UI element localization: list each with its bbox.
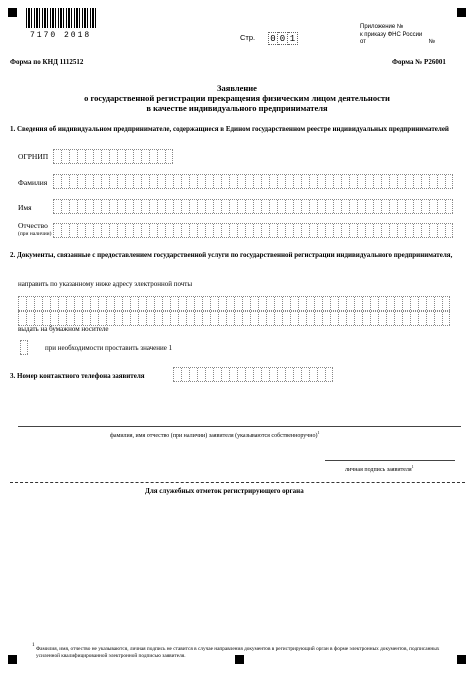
paper-option-label: выдать на бумажном носителе (18, 325, 109, 333)
appendix-number-label: № (428, 39, 435, 45)
applicant-name-line[interactable] (18, 426, 461, 427)
signature-line[interactable] (325, 460, 455, 461)
patronymic-label: Отчество (18, 221, 48, 230)
checkbox-hint: при необходимости проставить значение 1 (45, 344, 173, 352)
appendix-note (360, 24, 435, 47)
corner-marker-top-right (457, 8, 466, 17)
title-line: в качестве индивидуального предпринимателя (146, 103, 328, 113)
footnote-marker: 1 (32, 642, 35, 648)
corner-marker-bottom-right (457, 655, 466, 664)
section1-heading: 1. Сведения об индивидуальном предпринимателе, содержащиеся в Едином государственном реестре индивидуальных предпринимателей (10, 125, 449, 133)
section2-heading: 2. Документы, связанные с предоставлением государственной услуги по государственной регистрации индивидуального предпринимателя, (10, 251, 453, 259)
page-digit: 0 (278, 32, 288, 45)
surname-field[interactable] (53, 174, 453, 189)
patronymic-note: (при наличии) (18, 231, 52, 237)
page-digit: 1 (288, 32, 298, 45)
barcode-image (26, 8, 96, 28)
title-line: Заявление (217, 83, 257, 93)
footnote-ref: 1 (317, 430, 320, 435)
appendix-line: Приложение № (360, 24, 404, 30)
email-field-continued[interactable] (18, 311, 450, 326)
caption-text: личная подпись заявителя (345, 467, 412, 473)
patronymic-field[interactable] (53, 223, 453, 238)
document-title (0, 83, 474, 113)
footnote-ref: 1 (411, 464, 414, 469)
signature-caption (345, 464, 414, 473)
form-number: Форма № Р26001 (392, 58, 446, 66)
corner-marker-top-left (8, 8, 17, 17)
footnote-text: Фамилия, имя, отчество не указываются, личная подпись не ставится в случае направления документов в регистрирующий орган в форме электронных документов, подписанных усиленной квалифицированной электронной подписью заявителя. (36, 646, 440, 659)
form-knd: Форма по КНД 1112512 (10, 58, 84, 66)
page-digit: 0 (268, 32, 278, 45)
appendix-date-label: от (360, 39, 366, 45)
paper-checkbox[interactable] (20, 340, 28, 355)
section3-heading: 3. Номер контактного телефона заявителя (10, 372, 145, 380)
surname-label: Фамилия (18, 178, 48, 187)
service-block-divider (10, 482, 465, 483)
phone-field[interactable] (173, 367, 333, 382)
page-number-cells (268, 32, 298, 45)
email-option-label: направить по указанному ниже адресу электронной почты (18, 280, 193, 288)
appendix-line: к приказу ФНС России (360, 31, 423, 38)
caption-text: фамилия, имя отчество (при наличии) заявителя (указываются собственноручно) (110, 433, 318, 439)
name-label: Имя (18, 203, 32, 212)
title-line: о государственной регистрации прекращения физическим лицом деятельности (84, 93, 390, 103)
name-field[interactable] (53, 199, 453, 214)
applicant-name-caption (110, 430, 319, 439)
page-label: Стр. (240, 33, 256, 42)
ogrnip-field[interactable] (53, 149, 173, 164)
service-block-title: Для служебных отметок регистрирующего органа (145, 487, 304, 495)
barcode-number: 7170 2018 (30, 31, 92, 40)
corner-marker-bottom-left (8, 655, 17, 664)
email-field[interactable] (18, 296, 450, 311)
ogrnip-label: ОГРНИП (18, 152, 49, 161)
